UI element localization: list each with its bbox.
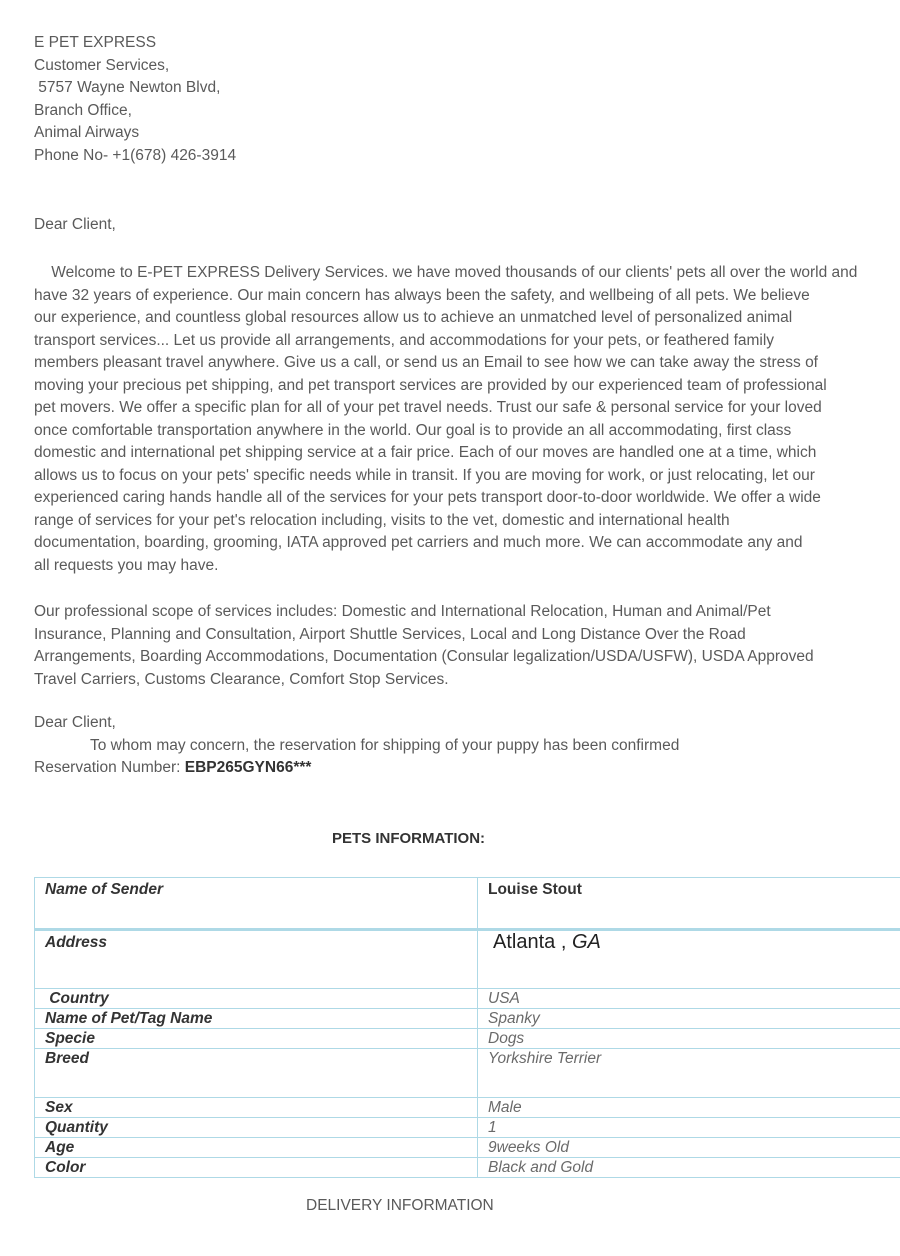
sender-value: Louise Stout	[478, 878, 900, 930]
company-address-block	[34, 32, 236, 167]
quantity-label: Quantity	[35, 1118, 478, 1138]
sender-label: Name of Sender	[35, 878, 478, 930]
header-line: E PET EXPRESS	[34, 34, 157, 51]
table-row	[35, 989, 900, 1009]
header-line: Branch Office,	[34, 101, 132, 119]
address-value	[478, 930, 900, 989]
table-row	[35, 1098, 900, 1118]
header-line: Phone No- +1(678) 426-3914	[34, 146, 237, 164]
pets-information-table	[34, 877, 900, 1178]
paragraph-line: documentation, boarding, grooming, IATA approved pet carriers and much more. We can accommodate any and	[34, 534, 803, 551]
paragraph-line: pet movers. We offer a specific plan for all of your pet travel needs. Trust our safe & personal service for your loved	[34, 399, 822, 416]
paragraph-line: range of services for your pet's relocation including, visits to the vet, domestic and international health	[34, 511, 730, 529]
breed-value: Yorkshire Terrier	[478, 1049, 900, 1098]
header-line: Animal Airways	[34, 124, 140, 141]
greeting: Dear Client,	[34, 216, 116, 233]
paragraph-line: have 32 years of experience. Our main concern has always been the safety, and wellbeing of all pets. We believe	[34, 286, 810, 304]
paragraph-line: Welcome to E-PET EXPRESS Delivery Services. we have moved thousands of our clients' pets all over the world and	[34, 264, 858, 281]
confirmation-block	[34, 712, 679, 780]
address-city: Atlanta ,	[493, 931, 567, 953]
paragraph-line: once comfortable transportation anywhere in the world. Our goal is to provide an all accommodating, first class	[34, 421, 792, 439]
paragraph-line: all requests you may have.	[34, 556, 219, 574]
paragraph-line: Arrangements, Boarding Accommodations, Documentation (Consular legalization/USDA/USFW), USDA Approved	[34, 648, 814, 665]
table-row	[35, 1049, 900, 1098]
table-row	[35, 1009, 900, 1029]
paragraph-line: transport services... Let us provide all arrangements, and accommodations for your pets, or feathered family	[34, 331, 775, 349]
paragraph-line: domestic and international pet shipping service at a fair price. Each of our moves are handled one at a time, which	[34, 444, 817, 461]
specie-label: Specie	[35, 1029, 478, 1049]
paragraph-line: moving your precious pet shipping, and pet transport services are provided by our experienced team of professional	[34, 376, 827, 394]
country-label: Country	[35, 989, 478, 1009]
paragraph-line: members pleasant travel anywhere. Give us a call, or send us an Email to see how we can take away the stress of	[34, 354, 818, 371]
pets-information-heading: PETS INFORMATION:	[332, 830, 486, 847]
scope-paragraph	[34, 601, 814, 691]
greeting: Dear Client,	[34, 714, 116, 731]
color-label: Color	[35, 1158, 478, 1178]
breed-label: Breed	[35, 1049, 478, 1098]
address-label: Address	[35, 930, 478, 989]
table-row	[35, 1118, 900, 1138]
sex-label: Sex	[35, 1098, 478, 1118]
paragraph-line: Our professional scope of services includes: Domestic and International Relocation, Human and Animal/Pet	[34, 603, 771, 620]
confirmation-text: To whom may concern, the reservation for shipping of your puppy has been confirmed	[90, 736, 680, 754]
address-state: GA	[566, 931, 601, 953]
reservation-line	[34, 757, 679, 780]
paragraph-line: experienced caring hands handle all of the services for your pets transport door-to-door worldwide. We offer a wide	[34, 489, 821, 506]
table-row	[35, 1158, 900, 1178]
intro-paragraph	[34, 262, 857, 577]
pet-name-value: Spanky	[478, 1009, 900, 1029]
sex-value: Male	[478, 1098, 900, 1118]
table-row	[35, 930, 900, 989]
header-line: Customer Services,	[34, 56, 170, 74]
paragraph-line: Insurance, Planning and Consultation, Airport Shuttle Services, Local and Long Distance Over the Road	[34, 625, 746, 643]
delivery-information-heading: DELIVERY INFORMATION	[306, 1197, 494, 1214]
table-row	[35, 878, 900, 930]
pet-name-label: Name of Pet/Tag Name	[35, 1009, 478, 1029]
age-value: 9weeks Old	[478, 1138, 900, 1158]
reservation-label: Reservation Number:	[34, 759, 185, 776]
specie-value: Dogs	[478, 1029, 900, 1049]
paragraph-line: Travel Carriers, Customs Clearance, Comfort Stop Services.	[34, 670, 449, 688]
quantity-value: 1	[478, 1118, 900, 1138]
age-label: Age	[35, 1138, 478, 1158]
header-line: 5757 Wayne Newton Blvd,	[34, 79, 221, 96]
table-row	[35, 1138, 900, 1158]
reservation-number: EBP265GYN66***	[184, 759, 312, 776]
country-value: USA	[478, 989, 900, 1009]
paragraph-line: allows us to focus on your pets' specific needs while in transit. If you are moving for work, or just relocating, let our	[34, 466, 815, 484]
paragraph-line: our experience, and countless global resources allow us to achieve an unmatched level of personalized animal	[34, 309, 793, 326]
table-row	[35, 1029, 900, 1049]
color-value: Black and Gold	[478, 1158, 900, 1178]
